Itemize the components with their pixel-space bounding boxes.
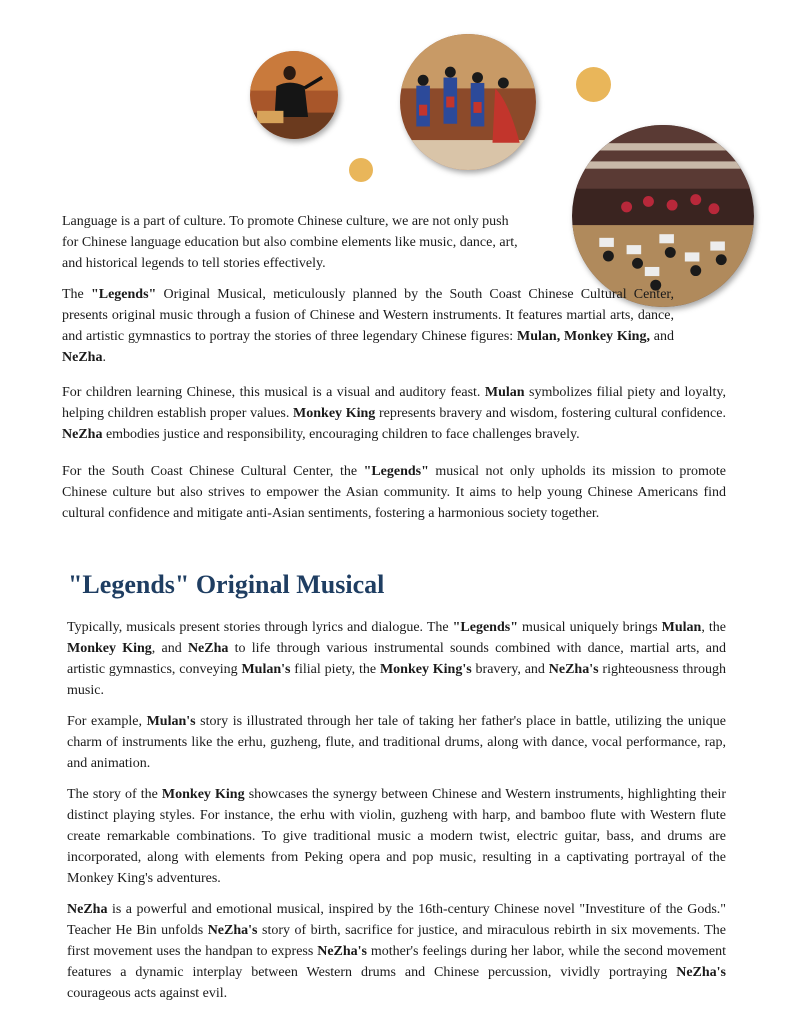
text: righteousness through music. <box>67 662 727 698</box>
text: bravery, and <box>471 662 549 677</box>
text: story of birth, sacrifice for justice, and miraculous rebirth in six movements. The first movement uses the handpan to express <box>67 923 726 959</box>
text: . <box>102 350 106 365</box>
bold-text: "Legends" <box>363 464 429 479</box>
bold-text: Mulan <box>661 620 702 635</box>
bold-text: NeZha's <box>676 965 726 980</box>
bold-text: "Legends" <box>452 620 518 635</box>
text: to life through various instrumental sounds combined with dance, martial arts, and artistic gymnastics, conveying <box>67 641 726 677</box>
bold-text: Monkey King <box>161 787 245 802</box>
text: and <box>649 329 675 344</box>
text: Original Musical, meticulously planned by the South Coast Chinese Cultural Center, presents original music through a fusion of Chinese and Western instruments. It features martial arts, dance, and artistic gymnastics to portray the stories of three legendary Chinese figures: <box>62 287 675 344</box>
bold-text: Mulan, Monkey King, <box>517 329 650 344</box>
section-paragraph-3 <box>67 784 726 889</box>
bold-text: NeZha's <box>548 662 599 677</box>
bold-text: Mulan <box>484 385 525 400</box>
section-paragraph-2 <box>67 711 726 774</box>
text: symbolizes filial piety and loyalty, helping children establish proper values. <box>62 385 726 421</box>
section-title: "Legends" Original Musical <box>68 570 385 599</box>
text: The <box>62 287 91 302</box>
bold-text: Mulan's <box>146 714 196 729</box>
text: For children learning Chinese, this musical is a visual and auditory feast. <box>62 385 485 400</box>
bold-text: NeZha's <box>317 944 367 959</box>
conductor-photo <box>250 51 338 139</box>
section-paragraph-1 <box>67 617 726 701</box>
intro-paragraph-1: Language is a part of culture. To promote Chinese culture, we are not only push for Chinese language education but also combine elements like music, dance, art, and historical legends to tell stories effectively. <box>62 214 518 271</box>
text: story is illustrated through her tale of taking her father's place in battle, utilizing the unique charm of instruments like the erhu, guzheng, flute, and traditional drums, along with dance, vocal performance, rap, and animation. <box>67 714 726 771</box>
text: musical not only upholds its mission to promote Chinese culture but also strives to empower the Asian community. It aims to help young Chinese Americans find cultural confidence and mitigate anti-Asian sentiments, fostering a harmonious society together. <box>62 464 726 521</box>
accent-dot-small <box>349 158 373 182</box>
bold-text: Mulan's <box>241 662 291 677</box>
text: mother's feelings during her labor, while the second movement features a dynamic interplay between Western drums and Chinese percussion, vividly portraying <box>67 944 726 980</box>
bold-text: NeZha <box>67 902 108 917</box>
text: The story of the <box>67 787 162 802</box>
text: For example, <box>67 714 147 729</box>
bold-text: NeZha <box>62 427 103 442</box>
intro-paragraph-2 <box>62 284 674 368</box>
bold-text: NeZha <box>62 350 103 365</box>
intro-paragraph-4 <box>62 461 726 524</box>
section-paragraph-4 <box>67 899 726 1004</box>
bold-text: Monkey King's <box>379 662 472 677</box>
text: courageous acts against evil. <box>67 986 228 1001</box>
text: is a powerful and emotional musical, inspired by the 16th-century Chinese novel "Investiture of the Gods." Teacher He Bin unfolds <box>67 902 726 938</box>
bold-text: Monkey King <box>67 641 152 656</box>
dancers-photo <box>400 34 536 170</box>
text: represents bravery and wisdom, fostering cultural confidence. <box>375 406 726 421</box>
intro-paragraph-3 <box>62 382 726 445</box>
text: filial piety, the <box>290 662 380 677</box>
concert-hall-photo <box>572 125 754 307</box>
text: embodies justice and responsibility, encouraging children to face challenges bravely. <box>102 427 580 442</box>
accent-dot-large <box>576 67 611 102</box>
text: Typically, musicals present stories through lyrics and dialogue. The <box>67 620 453 635</box>
text: musical uniquely brings <box>517 620 662 635</box>
bold-text: NeZha's <box>207 923 258 938</box>
text: For the South Coast Chinese Cultural Center, the <box>62 464 364 479</box>
bold-text: "Legends" <box>90 287 157 302</box>
bold-text: NeZha <box>187 641 229 656</box>
bold-text: Monkey King <box>293 406 376 421</box>
text: , the <box>701 620 726 635</box>
text: showcases the synergy between Chinese and Western instruments, highlighting their distinct playing styles. For instance, the erhu with violin, guzheng with harp, and bamboo flute with Western flute create remarkable combinations. To give traditional music a modern twist, electric guitar, bass, and drums are incorporated, along with elements from Peking opera and pop music, resulting in a captivating portrayal of the Monkey King's adventures. <box>67 787 726 886</box>
text: , and <box>151 641 188 656</box>
